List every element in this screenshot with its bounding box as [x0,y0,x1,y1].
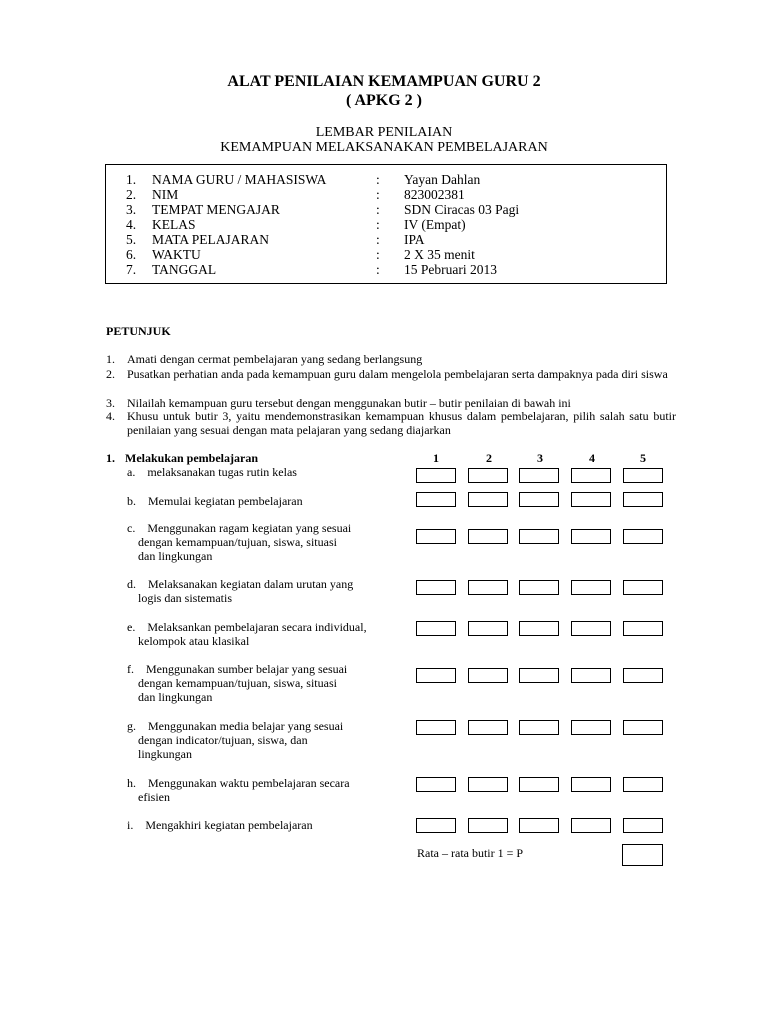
score-box-h-3[interactable] [519,777,559,792]
score-box-f-5[interactable] [623,668,663,683]
criterion-c: c. Menggunakan ragam kegiatan yang sesuai dengan kemampuan/tujuan, siswa, situasi dan lingkungan [127,521,352,563]
info-row-class: 4. KELAS : IV (Empat) [126,217,466,232]
identity-box [105,164,667,284]
score-box-d-4[interactable] [571,580,611,595]
criterion-a: a. melaksanakan tugas rutin kelas [127,465,297,479]
score-box-b-5[interactable] [623,492,663,507]
criterion-e: e. Melaksankan pembelajaran secara individual, kelompok atau klasikal [127,620,367,648]
scale-header-3: 3 [537,451,543,465]
score-box-e-5[interactable] [623,621,663,636]
score-box-e-2[interactable] [468,621,508,636]
teacher-name-value: Yayan Dahlan [404,172,481,187]
score-box-g-2[interactable] [468,720,508,735]
section-title: 1. Melakukan pembelajaran [106,451,259,465]
score-box-a-1[interactable] [416,468,456,483]
criterion-h: h. Menggunakan waktu pembelajaran secara efisien [127,776,350,804]
score-box-e-4[interactable] [571,621,611,636]
score-box-a-5[interactable] [623,468,663,483]
score-box-h-4[interactable] [571,777,611,792]
score-box-c-2[interactable] [468,529,508,544]
sheet-title: LEMBAR PENILAIAN [315,125,453,140]
document-code: ( APKG 2 ) [346,92,422,109]
score-box-a-3[interactable] [519,468,559,483]
criterion-g: g. Menggunakan media belajar yang sesuai dengan indicator/tujuan, siswa, dan lingkungan [127,719,344,761]
score-box-g-5[interactable] [623,720,663,735]
info-row-name: 1. NAMA GURU / MAHASISWA : Yayan Dahlan [126,172,481,187]
scale-header-5: 5 [640,451,646,465]
score-box-f-1[interactable] [416,668,456,683]
score-box-c-3[interactable] [519,529,559,544]
scale-header-1: 1 [433,451,439,465]
date-value: 15 Pebruari 2013 [404,262,497,277]
criterion-f: f. Menggunakan sumber belajar yang sesuai dengan kemampuan/tujuan, siswa, situasi dan lingkungan [127,662,348,704]
score-box-a-2[interactable] [468,468,508,483]
score-box-f-3[interactable] [519,668,559,683]
average-box[interactable] [622,844,663,866]
score-box-h-5[interactable] [623,777,663,792]
score-box-b-4[interactable] [571,492,611,507]
score-box-b-1[interactable] [416,492,456,507]
info-row-nim: 2. NIM : 823002381 [126,187,465,202]
score-box-i-5[interactable] [623,818,663,833]
score-box-c-1[interactable] [416,529,456,544]
score-box-f-4[interactable] [571,668,611,683]
score-box-b-2[interactable] [468,492,508,507]
score-box-i-2[interactable] [468,818,508,833]
criterion-d: d. Melaksanakan kegiatan dalam urutan yang logis dan sistematis [127,577,354,605]
average-label: Rata – rata butir 1 = P [417,846,524,860]
score-box-c-5[interactable] [623,529,663,544]
score-box-d-3[interactable] [519,580,559,595]
score-box-d-1[interactable] [416,580,456,595]
score-box-e-3[interactable] [519,621,559,636]
score-box-g-4[interactable] [571,720,611,735]
instruction-item: 2. Pusatkan perhatian anda pada kemampuan guru dalam mengelola pembelajaran serta dampaknya pada diri siswa [106,367,668,381]
score-box-i-1[interactable] [416,818,456,833]
instruction-item: 3. Nilailah kemampuan guru tersebut dengan menggunakan butir – butir penilaian di bawah ini [106,396,571,410]
info-row-subject: 5. MATA PELAJARAN : IPA [126,232,425,247]
time-value: 2 X 35 menit [404,247,475,262]
criterion-i: i. Mengakhiri kegiatan pembelajaran [127,818,313,832]
score-box-f-2[interactable] [468,668,508,683]
score-box-g-1[interactable] [416,720,456,735]
score-box-i-3[interactable] [519,818,559,833]
score-box-g-3[interactable] [519,720,559,735]
sheet-subtitle: KEMAMPUAN MELAKSANAKAN PEMBELAJARAN [220,140,548,155]
score-box-c-4[interactable] [571,529,611,544]
info-row-date: 7. TANGGAL : 15 Pebruari 2013 [126,262,497,277]
score-box-h-2[interactable] [468,777,508,792]
instruction-item: 4. Khusu untuk butir 3, yaitu mendemonstrasikan kemampuan khusus dalam pembelajaran, pilih salah satu butir penilaian yang sesuai dengan mata pelajaran yang sedang diajarkan [106,409,676,437]
info-row-school: 3. TEMPAT MENGAJAR : SDN Ciracas 03 Pagi [126,202,520,217]
score-box-a-4[interactable] [571,468,611,483]
score-box-e-1[interactable] [416,621,456,636]
score-box-h-1[interactable] [416,777,456,792]
instructions-heading: PETUNJUK [106,324,171,338]
class-value: IV (Empat) [404,217,466,232]
subject-value: IPA [404,232,425,247]
school-value: SDN Ciracas 03 Pagi [404,202,520,217]
scale-header-2: 2 [486,451,492,465]
nim-value: 823002381 [404,187,465,202]
score-box-b-3[interactable] [519,492,559,507]
criterion-b: b. Memulai kegiatan pembelajaran [127,494,303,508]
info-row-time: 6. WAKTU : 2 X 35 menit [126,247,475,262]
score-box-d-5[interactable] [623,580,663,595]
score-box-d-2[interactable] [468,580,508,595]
score-box-i-4[interactable] [571,818,611,833]
document-title: ALAT PENILAIAN KEMAMPUAN GURU 2 [227,73,541,90]
scale-header-4: 4 [589,451,595,465]
instruction-item: 1. Amati dengan cermat pembelajaran yang sedang berlangsung [106,352,423,366]
